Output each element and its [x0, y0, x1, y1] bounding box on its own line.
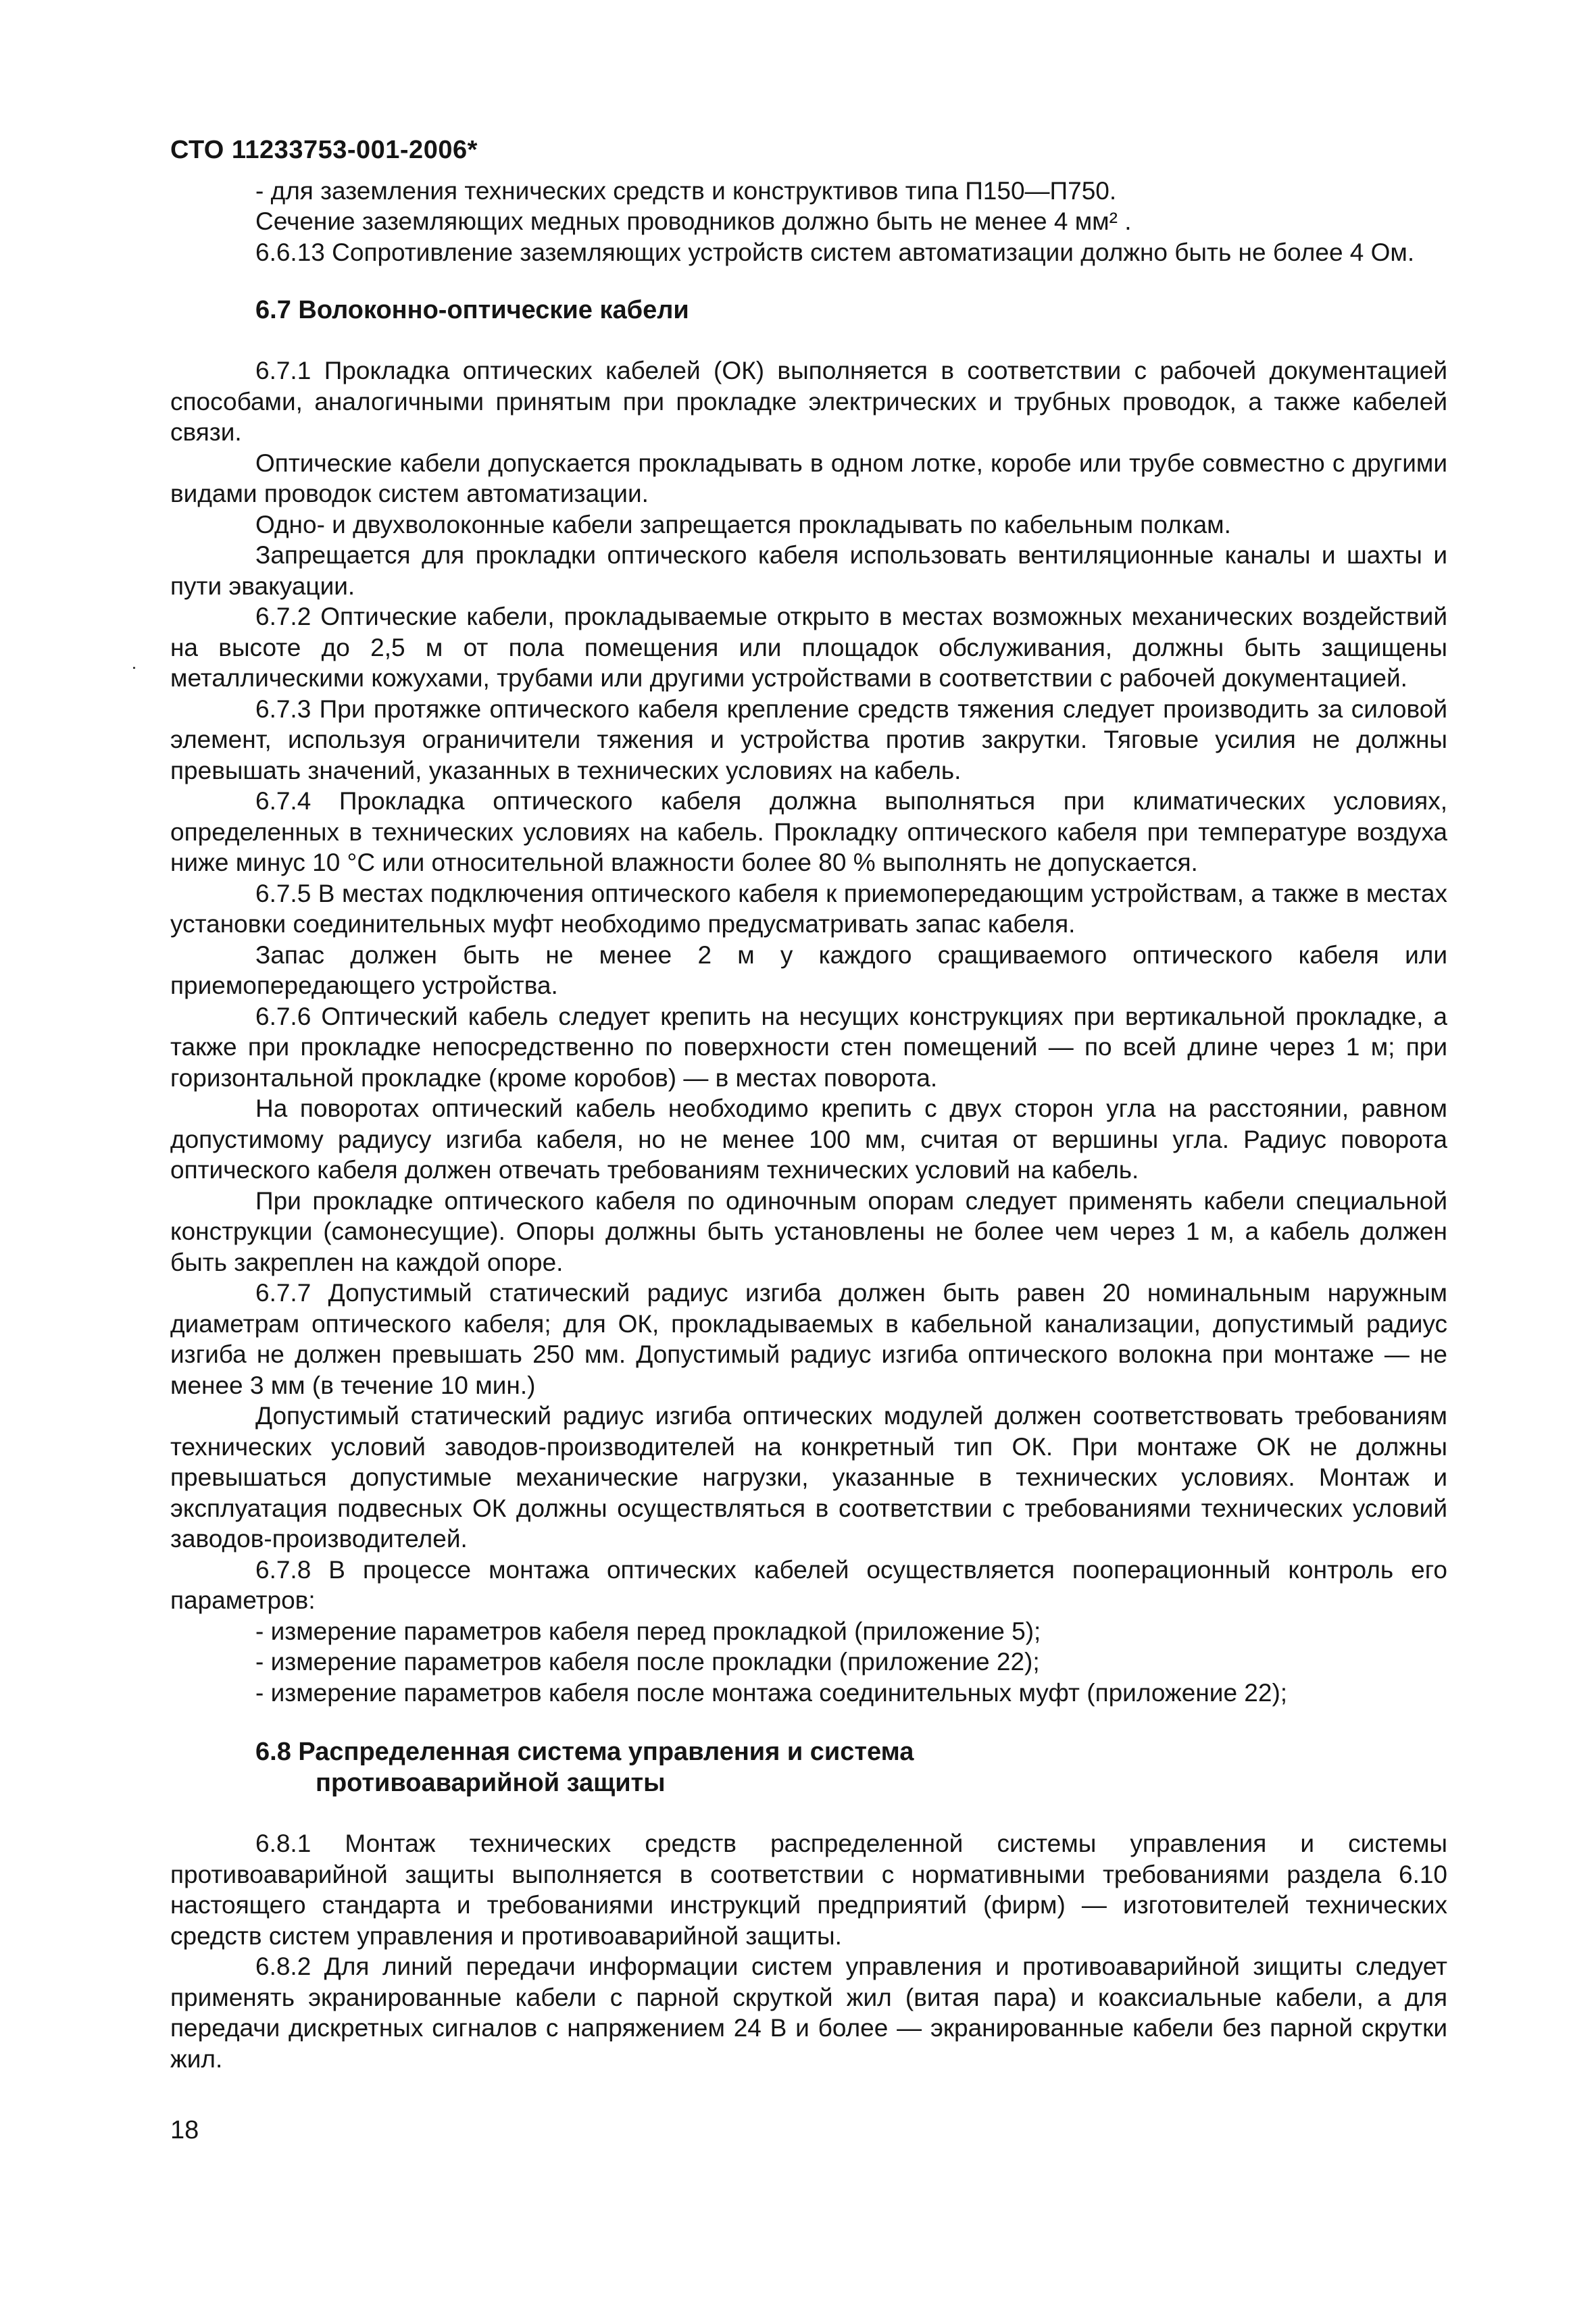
list-item: - измерение параметров кабеля после прокладки (приложение 22); — [255, 1648, 1040, 1676]
intro-paragraph: Сечение заземляющих медных проводников должно быть не менее 4 мм² . — [255, 207, 1132, 235]
paragraph: 6.7.4 Прокладка оптического кабеля должна выполняться при климатических условиях, определенных в технических условиях на кабель. Прокладку оптического кабеля при температуре воздуха ниже минус 10 °С или относительной влажности более 80 % выполнять не допускается. — [170, 787, 1447, 876]
paragraph: Одно- и двухволоконные кабели запрещается прокладывать по кабельным полкам. — [255, 510, 1231, 538]
paragraph: Допустимый статический радиус изгиба оптических модулей должен соответствовать требованиям технических условий заводов-производителей на конкретный тип ОК. При монтаже ОК не должны превышаться допустимые механические нагрузки, указанные в технических условиях. Монтаж и эксплуатация подвесных ОК должны осуществляться в соответствии с требованиями технических условий заводов-производителей. — [170, 1402, 1447, 1553]
paragraph: 6.7.3 При протяжке оптического кабеля крепление средств тяжения следует производить за силовой элемент, используя ограничители тяжения и устройства против закрутки. Тяговые усилия не должны превышать значений, указанных в технических условиях на кабель. — [170, 695, 1447, 784]
paragraph: 6.7.7 Допустимый статический радиус изгиба должен быть равен 20 номинальным наружным диаметрам оптического кабеля; для ОК, прокладываемых в кабельной канализации, допустимый радиус изгиба не должен превышать 250 мм. Допустимый радиус изгиба оптического волокна при монтаже — не менее 3 мм (в течение 10 мин.) — [170, 1279, 1447, 1399]
paragraph: Запас должен быть не менее 2 м у каждого сращиваемого оптического кабеля или приемопередающего устройства. — [170, 940, 1447, 999]
paragraph: 6.7.2 Оптические кабели, прокладываемые открыто в местах возможных механических воздействий на высоте до 2,5 м от пола помещения или площадок обслуживания, должны быть защищены металлическими кожухами, трубами или другими устройствами в соответствии с рабочей документацией. — [170, 603, 1447, 692]
paragraph: 6.7.5 В местах подключения оптического кабеля к приемопередающим устройствам, а также в местах установки соединительных муфт необходимо предусматривать запас кабеля. — [170, 879, 1447, 938]
scan-speck — [133, 667, 135, 669]
document-page — [170, 135, 1447, 2074]
paragraph: 6.8.2 Для линий передачи информации систем управления и противоаварийной зищиты следует применять экранированные кабели с парной скруткой жил (витая пара) и коаксиальные кабели, а для передачи дискретных сигналов с напряжением 24 В и более — экранированные кабели без парной скрутки жил. — [170, 1953, 1447, 2073]
paragraph: 6.7.6 Оптический кабель следует крепить на несущих конструкциях при вертикальной прокладке, а также при прокладке непосредственно по поверхности стен помещений — по всей длине через 1 м; при горизонтальной прокладке (кроме коробов) — в местах поворота. — [170, 1002, 1447, 1092]
paragraph: На поворотах оптический кабель необходимо крепить с двух сторон угла на расстоянии, равном допустимому радиусу изгиба кабеля, но не менее 100 мм, считая от вершины угла. Радиус поворота оптического кабеля должен отвечать требованиям технических условий на кабель. — [170, 1095, 1447, 1184]
list-item: - измерение параметров кабеля после монтажа соединительных муфт (приложение 22); — [255, 1678, 1288, 1707]
page-number: 18 — [170, 2116, 199, 2144]
intro-list-item: - для заземления технических средств и конструктивов типа П150—П750. — [255, 176, 1117, 205]
intro-paragraph: 6.6.13 Сопротивление заземляющих устройств систем автоматизации должно быть не более 4 Ом. — [255, 238, 1415, 266]
paragraph: 6.7.1 Прокладка оптических кабелей (ОК) выполняется в соответствии с рабочей документацией способами, аналогичными принятым при прокладке электрических и трубных проводок, а также кабелей связи. — [170, 357, 1447, 446]
document-header: СТО 11233753-001-2006* — [170, 136, 478, 164]
paragraph: При прокладке оптического кабеля по одиночным опорам следует применять кабели специальной конструкции (самонесущие). Опоры должны быть установлены не более чем через 1 м, а кабель должен быть закреплен на каждой опоре. — [170, 1186, 1447, 1276]
section-title-line-2: противоаварийной защиты — [316, 1769, 666, 1797]
paragraph: 6.7.8 В процессе монтажа оптических кабелей осуществляется пооперационный контроль его параметров: — [170, 1555, 1447, 1614]
paragraph: Запрещается для прокладки оптического кабеля использовать вентиляционные каналы и шахты и пути эвакуации. — [170, 541, 1447, 600]
section-title-6-7: 6.7 Волоконно-оптические кабели — [255, 296, 689, 324]
section-title-6-8 — [255, 1736, 1447, 1799]
section-title-line-1: 6.8 Распределенная система управления и система — [255, 1738, 914, 1766]
list-item: - измерение параметров кабеля перед прокладкой (приложение 5); — [255, 1617, 1041, 1645]
paragraph: Оптические кабели допускается прокладывать в одном лотке, коробе или трубе совместно с другими видами проводок систем автоматизации. — [170, 449, 1447, 507]
paragraph: 6.8.1 Монтаж технических средств распределенной системы управления и системы противоаварийной защиты выполняется в соответствии с нормативными требованиями раздела 6.10 настоящего стандарта и требованиями инструкций предприятий (фирм) — изготовителей технических средств систем управления и противоаварийной защиты. — [170, 1830, 1447, 1950]
